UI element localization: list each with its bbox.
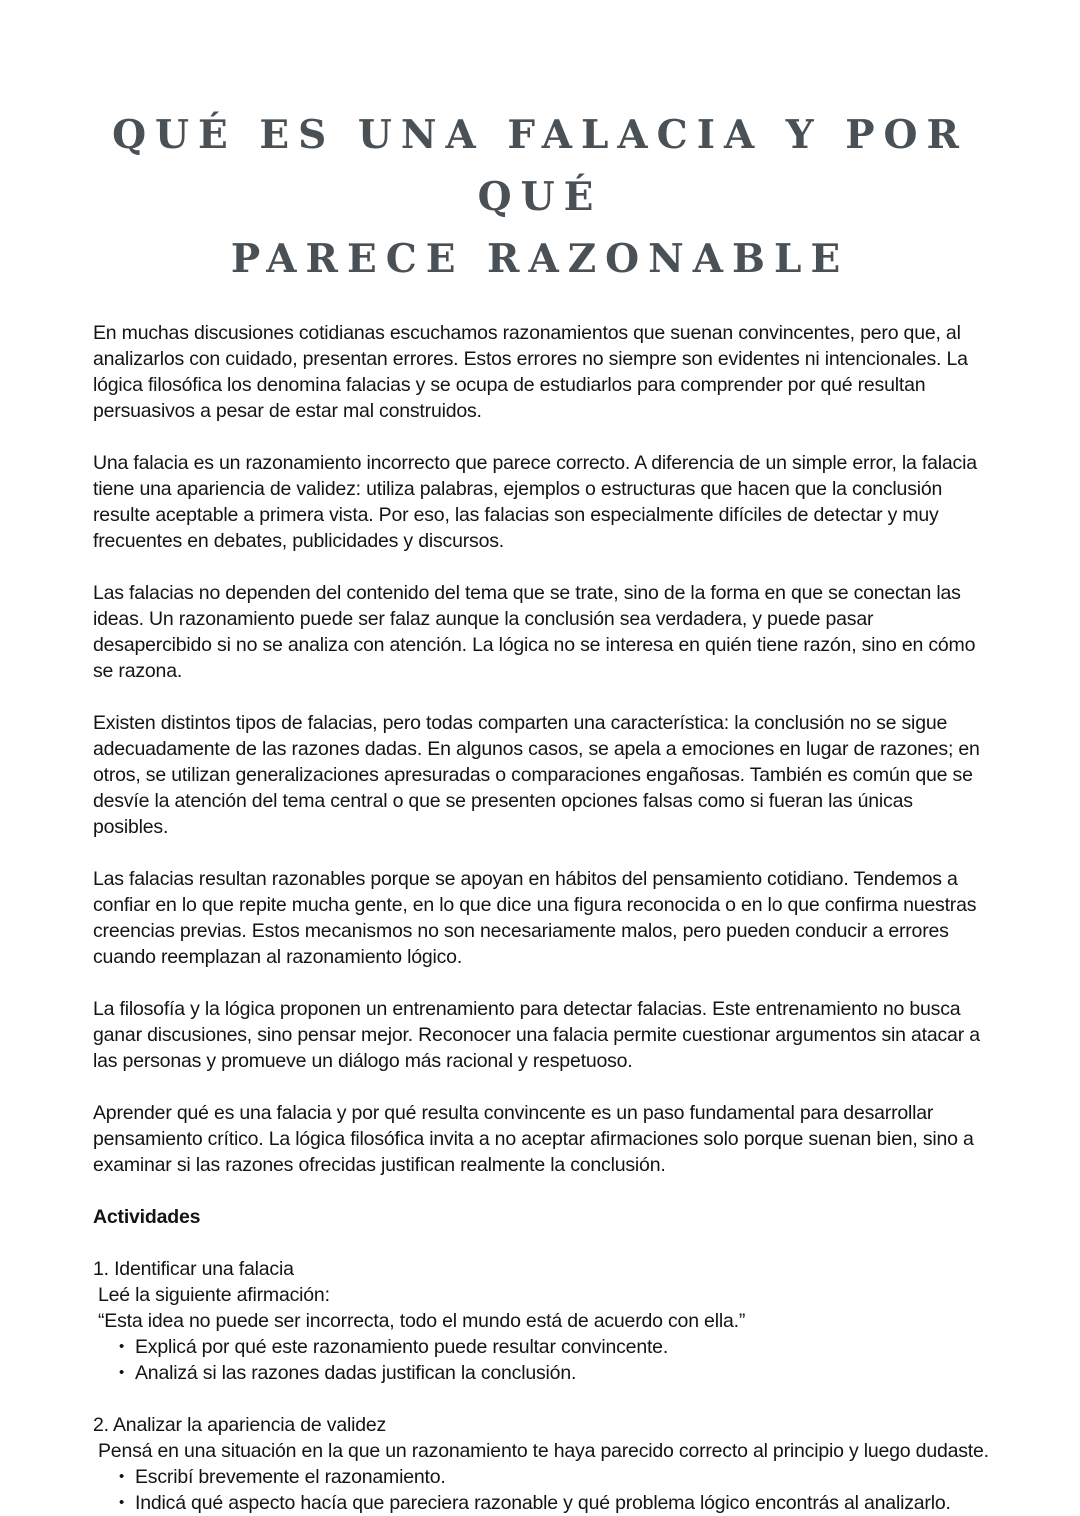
activity-2-title: 2. Analizar la apariencia de validez — [93, 1414, 387, 1436]
activity-2-bullet-2: • Indicá qué aspecto hacía que pareciera razonable y qué problema lógico encontrás al analizarlo. — [93, 1490, 992, 1516]
activity-1-bullet-1: • Explicá por qué este razonamiento puede resultar convincente. — [93, 1334, 992, 1360]
paragraph-training: La filosofía y la lógica proponen un entrenamiento para detectar falacias. Este entrenamiento no busca ganar discusiones, sino pensar mejor. Reconocer una falacia permite cuestionar argumentos sin atacar a las personas y promueve un diálogo más racional y respetuoso. — [93, 998, 980, 1072]
activity-1 — [93, 1256, 992, 1386]
paragraph-form-not-content: Las falacias no dependen del contenido del tema que se trate, sino de la forma en que se conectan las ideas. Un razonamiento puede ser falaz aunque la conclusión sea verdadera, y puede pasar desapercibido si no se analiza con atención. La lógica no se interesa en quién tiene razón, sino en cómo se razona. — [93, 582, 976, 682]
paragraph-intro: En muchas discusiones cotidianas escuchamos razonamientos que suenan convincentes, pero que, al analizarlos con cuidado, presentan errores. Estos errores no siempre son evidentes ni intencionales. La lógica filosófica los denomina falacias y se ocupa de estudiarlos para comprender por qué resultan persuasivos a pesar de estar mal construidos. — [93, 322, 968, 422]
paragraph-types: Existen distintos tipos de falacias, pero todas comparten una característica: la conclusión no se sigue adecuadamente de las razones dadas. En algunos casos, se apela a emociones en lugar de razones; en otros, se utilizan generalizaciones apresuradas o comparaciones engañosas. También es común que se desvíe la atención del tema central o que se presenten opciones falsas como si fueran las únicas posibles. — [93, 712, 980, 838]
paragraph-why-reasonable: Las falacias resultan razonables porque se apoyan en hábitos del pensamiento cotidiano. Tendemos a confiar en lo que repite mucha gente, en lo que dice una figura reconocida o en lo que confirma nuestras creencias previas. Estos mecanismos no son necesariamente malos, pero pueden conducir a errores cuando reemplazan al razonamiento lógico. — [93, 868, 977, 968]
page-title — [60, 104, 1020, 290]
page-title-line-2: PARECE RAZONABLE — [230, 236, 850, 282]
page-title-line-1: QUÉ ES UNA FALACIA Y POR QUÉ — [112, 112, 968, 220]
activity-1-bullet-2: • Analizá si las razones dadas justifican la conclusión. — [93, 1360, 992, 1386]
activities-heading: Actividades — [93, 1206, 201, 1228]
document-page — [0, 104, 1080, 1514]
activity-2-bullet-list — [93, 1464, 992, 1516]
activity-1-title: 1. Identificar una falacia — [93, 1258, 294, 1280]
activity-2 — [93, 1412, 992, 1516]
activity-1-quote: “Esta idea no puede ser incorrecta, todo el mundo está de acuerdo con ella.” — [98, 1310, 746, 1332]
paragraph-conclusion: Aprender qué es una falacia y por qué resulta convincente es un paso fundamental para desarrollar pensamiento crítico. La lógica filosófica invita a no aceptar afirmaciones solo porque suenan bien, sino a examinar si las razones ofrecidas justifican realmente la conclusión. — [93, 1102, 974, 1176]
activity-2-intro: Pensá en una situación en la que un razonamiento te haya parecido correcto al principio y luego dudaste. — [98, 1440, 989, 1462]
activity-2-bullet-1: • Escribí brevemente el razonamiento. — [93, 1464, 992, 1490]
activity-1-intro: Leé la siguiente afirmación: — [98, 1284, 330, 1306]
paragraph-definition: Una falacia es un razonamiento incorrecto que parece correcto. A diferencia de un simple error, la falacia tiene una apariencia de validez: utiliza palabras, ejemplos o estructuras que hacen que la conclusión resulte aceptable a primera vista. Por eso, las falacias son especialmente difíciles de detectar y muy frecuentes en debates, publicidades y discursos. — [93, 452, 977, 552]
document-body — [93, 320, 992, 1516]
activity-1-bullet-list — [93, 1334, 992, 1386]
